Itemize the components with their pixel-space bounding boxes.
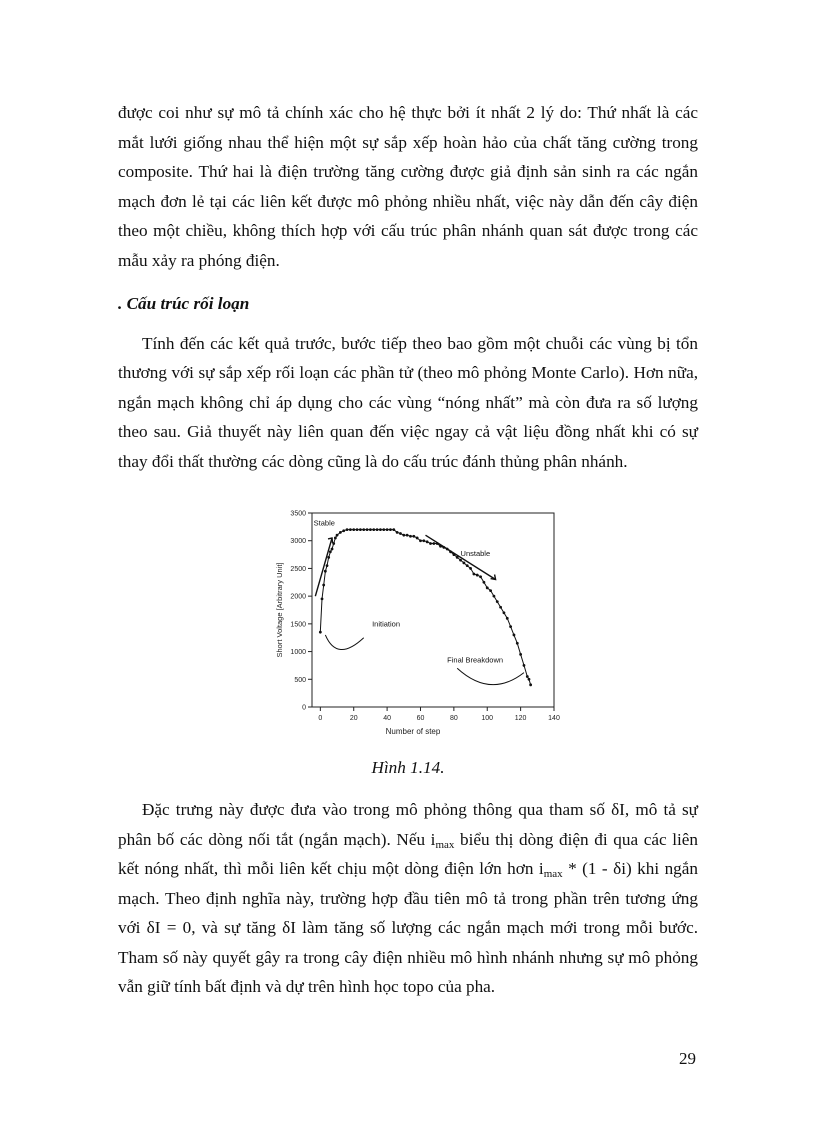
data-point xyxy=(356,528,359,531)
data-point xyxy=(429,542,432,545)
annotation-stable: Stable xyxy=(313,518,335,528)
data-point xyxy=(526,675,529,678)
data-point xyxy=(329,550,332,553)
data-point xyxy=(489,589,492,592)
data-point xyxy=(372,528,375,531)
data-point xyxy=(496,600,499,603)
data-point xyxy=(342,529,345,532)
data-point xyxy=(386,528,389,531)
annotation-initiation: Initiation xyxy=(372,619,401,629)
data-point xyxy=(349,528,352,531)
data-point xyxy=(499,606,502,609)
data-point xyxy=(392,528,395,531)
data-point xyxy=(336,534,339,537)
y-tick-label: 0 xyxy=(302,704,306,712)
imax-subscript-2: max xyxy=(543,868,563,880)
data-point xyxy=(493,595,496,598)
x-tick-label: 80 xyxy=(449,715,458,722)
data-point xyxy=(321,598,324,601)
paragraph-intro: được coi như sự mô tả chính xác cho hệ thực bởi ít nhất 2 lý do: Thứ nhất là các mắt lưới giống nhau thể hiện một sự sắp xếp hoàn hảo của chất tăng cường trong composite. Thứ hai là điện trường tăng cường được giả định sản sinh ra các ngắn mạch đơn lẻ tại các liên kết được mô phỏng nhiều nhất, việc này dẫn đến cây điện theo một chiều, không thích hợp với cấu trúc phân nhánh quan sát được trong các mẫu xảy ra phóng điện. xyxy=(118,103,698,270)
data-point xyxy=(376,528,379,531)
data-point xyxy=(472,573,475,576)
paragraph-parameter xyxy=(118,795,698,1002)
figure-caption: Hình 1.14. xyxy=(371,758,445,777)
x-tick-label: 40 xyxy=(383,715,392,722)
figure-chart xyxy=(270,505,570,740)
data-point xyxy=(519,653,522,656)
data-point xyxy=(509,625,512,628)
section-heading: . Cấu trúc rối loạn xyxy=(118,294,250,313)
data-point xyxy=(459,559,462,562)
data-point xyxy=(327,556,330,559)
data-point xyxy=(402,534,405,537)
data-point xyxy=(379,528,382,531)
data-point xyxy=(382,528,385,531)
x-tick-label: 120 xyxy=(514,715,527,722)
data-point xyxy=(469,567,472,570)
initiation-curve xyxy=(325,635,363,650)
data-point xyxy=(326,564,329,567)
data-point xyxy=(331,548,334,551)
param-text-a: Đặc trưng này được đưa vào trong mô phỏng thông qua tham số δI, mô tả sự phân bố các dòng nối tắt (ngắn mạch). Nếu i xyxy=(118,800,698,849)
param-text-c: * (1 - δi) khi ngắn mạch. Theo định nghĩa này, trường hợp đầu tiên mô tả trong phần trên tương ứng với δI = 0, và sự tăng δI làm tăng số lượng các ngắn mạch mới trong mỗi bước. Tham số này quyết gây ra trong cây điện nhiều mô hình nhánh nhưng sự mô phỏng vẫn giữ tính bất định và dự trên hình học topo của pha. xyxy=(118,859,698,996)
data-point xyxy=(346,528,349,531)
data-point xyxy=(319,631,322,634)
data-point xyxy=(396,531,399,534)
data-point xyxy=(483,581,486,584)
data-point xyxy=(412,535,415,538)
y-tick-label: 500 xyxy=(294,676,306,684)
data-point xyxy=(352,528,355,531)
data-point xyxy=(516,642,519,645)
data-point xyxy=(432,542,435,545)
data-point xyxy=(389,528,392,531)
data-point xyxy=(334,537,337,540)
y-tick-label: 1000 xyxy=(290,649,306,657)
data-point xyxy=(529,683,532,686)
x-axis-label: Number of step xyxy=(385,727,441,736)
data-point xyxy=(369,528,372,531)
data-point xyxy=(466,564,469,567)
paragraph-disorder: Tính đến các kết quả trước, bước tiếp theo bao gồm một chuỗi các vùng bị tổn thương với sự sắp xếp rối loạn các phần tử (theo mô phỏng Monte Carlo). Hơn nữa, ngắn mạch không chỉ áp dụng cho các vùng “nóng nhất” mà còn đưa ra số lượng theo sau. Giả thuyết này liên quan đến việc ngay cả vật liệu đồng nhất khi có sự thay đổi thất thường các dòng cũng là do cấu trúc đánh thủng phân nhánh. xyxy=(118,333,698,471)
data-point xyxy=(406,534,409,537)
data-point xyxy=(409,535,412,538)
data-point xyxy=(399,532,402,535)
data-point xyxy=(419,539,422,542)
page-number: 29 xyxy=(679,1049,696,1068)
data-point xyxy=(479,575,482,578)
data-point xyxy=(416,537,419,540)
data-point xyxy=(422,539,425,542)
text-block-top xyxy=(118,98,698,476)
short-voltage-chart xyxy=(270,505,570,740)
param-text-b: biểu thị dòng điện đi qua các liên kết nóng nhất, thì mỗi liên kết chịu một dòng điện lớn hơn i xyxy=(118,829,698,878)
data-point xyxy=(426,540,429,543)
annotation-final-breakdown: Final Breakdown xyxy=(447,655,504,665)
data-point xyxy=(513,634,516,637)
data-point xyxy=(503,611,506,614)
x-tick-label: 60 xyxy=(416,715,425,722)
data-point xyxy=(359,528,362,531)
data-point xyxy=(528,678,531,681)
y-tick-label: 2500 xyxy=(290,565,306,573)
y-tick-label: 1500 xyxy=(290,621,306,629)
data-point xyxy=(476,574,479,577)
x-tick-label: 140 xyxy=(548,715,560,722)
y-tick-label: 2000 xyxy=(290,593,306,601)
x-tick-label: 20 xyxy=(349,715,358,722)
annotation-unstable: Unstable xyxy=(460,549,491,559)
data-point xyxy=(523,664,526,667)
data-point xyxy=(362,528,365,531)
y-tick-label: 3000 xyxy=(290,538,306,546)
data-point xyxy=(462,561,465,564)
data-point xyxy=(322,584,325,587)
data-point xyxy=(486,586,489,589)
data-point xyxy=(506,617,509,620)
x-tick-label: 100 xyxy=(481,715,494,722)
text-block-bottom xyxy=(118,795,698,1002)
imax-subscript-1: max xyxy=(435,838,455,851)
plot-frame xyxy=(312,513,554,707)
y-axis-label: Short Voltage [Arbitrary Unit] xyxy=(275,562,284,658)
data-point xyxy=(324,570,327,573)
data-point xyxy=(339,531,342,534)
x-tick-label: 0 xyxy=(318,715,323,722)
final-breakdown-curve xyxy=(457,668,524,684)
data-point xyxy=(366,528,369,531)
y-tick-label: 3500 xyxy=(290,510,306,518)
